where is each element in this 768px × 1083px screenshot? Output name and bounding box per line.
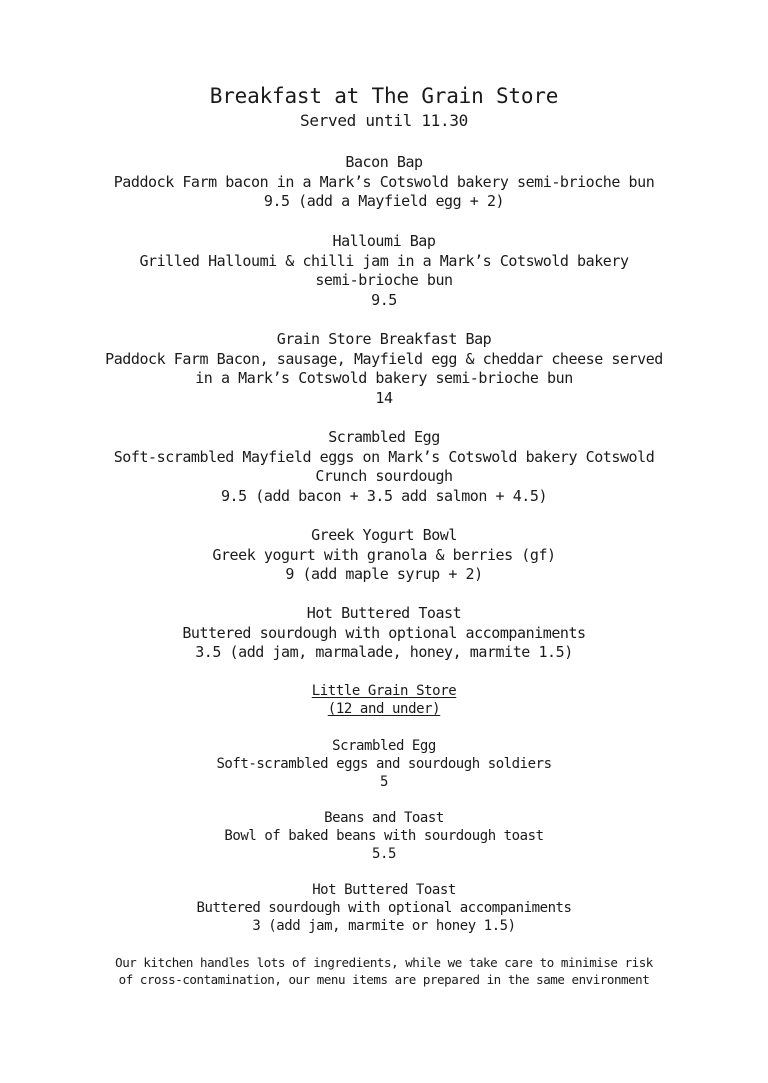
allergen-notice xyxy=(40,954,728,988)
item-description: Greek yogurt with granola & berries (gf) xyxy=(212,545,556,564)
item-name: Grain Store Breakfast Bap xyxy=(276,330,492,348)
item-description: in a Mark’s Cotswold bakery semi-brioche bun xyxy=(195,369,573,387)
item-description: Paddock Farm bacon in a Mark’s Cotswold bakery semi-brioche bun xyxy=(113,172,655,191)
allergen-notice-line: of cross-contamination, our menu items are prepared in the same environment xyxy=(118,972,650,987)
menu-header xyxy=(0,82,768,132)
item-name: Scrambled Egg xyxy=(332,738,436,754)
item-price: 9.5 (add a Mayfield egg + 2) xyxy=(263,192,505,210)
menu-item-grain-store-breakfast-bap xyxy=(60,330,708,408)
item-price: 5.5 xyxy=(372,846,396,862)
item-name: Hot Buttered Toast xyxy=(306,604,462,622)
item-description: Buttered sourdough with optional accompaniments xyxy=(196,900,572,916)
serving-time: Served until 11.30 xyxy=(300,111,468,130)
kids-section-title: Little Grain Store xyxy=(311,683,457,699)
item-price: 3 (add jam, marmite or honey 1.5) xyxy=(252,918,516,934)
item-price: 9.5 xyxy=(371,290,397,309)
item-price: 9 (add maple syrup + 2) xyxy=(285,565,483,583)
item-description: Soft-scrambled eggs and sourdough soldiers xyxy=(216,756,552,772)
kids-menu-item-scrambled-egg xyxy=(60,737,708,791)
item-description: Bowl of baked beans with sourdough toast xyxy=(224,828,544,844)
item-description: Crunch sourdough xyxy=(315,467,453,485)
item-description: Buttered sourdough with optional accompaniments xyxy=(182,623,586,642)
menu-item-bacon-bap xyxy=(60,153,708,212)
item-price: 3.5 (add jam, marmalade, honey, marmite 1.5) xyxy=(195,643,573,661)
kids-section-age-note: (12 and under) xyxy=(327,701,441,717)
menu-item-halloumi-bap xyxy=(60,232,708,310)
kids-menu-item-beans-and-toast xyxy=(60,809,708,863)
kids-section-heading xyxy=(0,682,768,718)
allergen-notice-line: Our kitchen handles lots of ingredients, while we take care to minimise risk xyxy=(115,955,653,970)
item-description: Grilled Halloumi & chilli jam in a Mark’s Cotswold bakery xyxy=(139,251,629,270)
item-description: semi-brioche bun xyxy=(315,271,453,289)
item-name: Beans and Toast xyxy=(324,810,444,826)
item-name: Halloumi Bap xyxy=(332,232,436,250)
item-name: Scrambled Egg xyxy=(328,428,440,446)
item-price: 5 xyxy=(380,774,388,790)
item-price: 14 xyxy=(375,388,393,407)
menu-item-scrambled-egg xyxy=(60,428,708,506)
kids-menu-item-hot-buttered-toast xyxy=(60,881,708,935)
item-description: Paddock Farm Bacon, sausage, Mayfield egg & cheddar cheese served xyxy=(105,349,663,368)
item-name: Greek Yogurt Bowl xyxy=(311,526,457,544)
menu-item-greek-yogurt-bowl xyxy=(60,526,708,585)
item-name: Bacon Bap xyxy=(345,153,423,171)
item-name: Hot Buttered Toast xyxy=(312,882,456,898)
menu-item-hot-buttered-toast xyxy=(60,604,708,663)
item-price: 9.5 (add bacon + 3.5 add salmon + 4.5) xyxy=(220,486,548,505)
item-description: Soft-scrambled Mayfield eggs on Mark’s Cotswold bakery Cotswold xyxy=(113,447,655,466)
page-title: Breakfast at The Grain Store xyxy=(209,84,559,108)
